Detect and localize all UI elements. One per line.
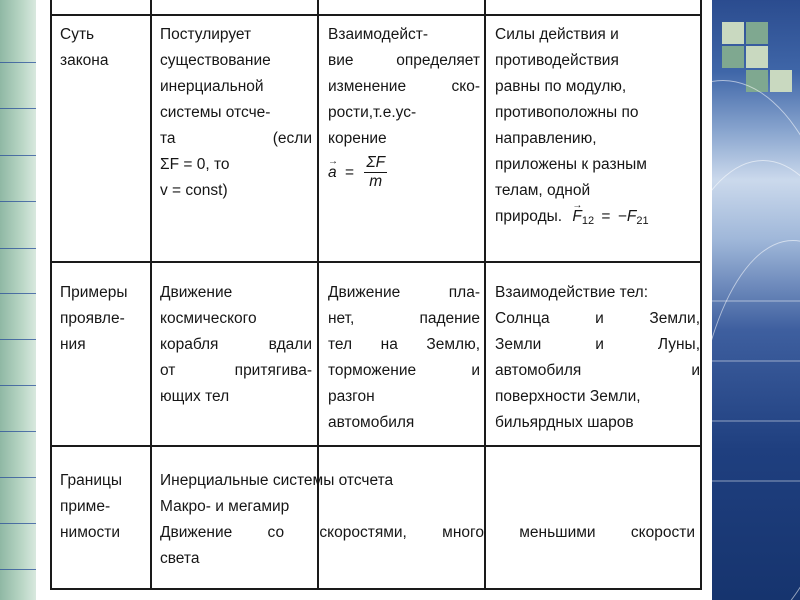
row-examples-law3: Взаимодействие тел: Солнца и Земли, Земли и Луны, автомобиля и поверхности Земли, бильярдных шаров bbox=[495, 284, 700, 431]
row-limits-header: Границы приме- нимости bbox=[60, 472, 122, 541]
row-essence-law3: Силы действия и противодействия равны по модулю, противоположны по направлению, приложены к разным телам, одной природы. → $F_{12} = -F_{21}$ bbox=[495, 22, 700, 234]
left-decorative-strip bbox=[0, 0, 36, 600]
row-examples-header: Примеры проявле- ния bbox=[60, 284, 128, 353]
acceleration-formula: → a = $\frac{\Sigma F}{m}$ bbox=[328, 154, 480, 191]
ocean-background-image bbox=[712, 0, 800, 600]
row-essence-law1: Постулирует существование инерциальной системы отсче- та (если ΣF = 0, то v = const) bbox=[160, 26, 312, 199]
row-examples-law2: Движение пла- нет, падение тел на Землю, торможение и разгон автомобиля bbox=[328, 284, 480, 431]
row-essence-law2: Взаимодейст- вие определяет изменение ско- рости,т.е.ус- корение → a = $\frac{\Sigma F}{m}$ bbox=[328, 22, 480, 191]
slide-content bbox=[36, 0, 712, 600]
row-examples-law1: Движение космического корабля вдали от притягива- ющих тел bbox=[160, 284, 312, 405]
row-essence-header: Суть закона bbox=[60, 26, 109, 69]
newton-laws-table bbox=[50, 0, 702, 590]
third-law-formula: природы. → $F_{12} = -F_{21}$ bbox=[495, 204, 700, 234]
row-limits-content: Инерциальные системы отсчета Макро- и мегамир Движение со скоростями, много меньшими скорости света bbox=[160, 472, 695, 567]
